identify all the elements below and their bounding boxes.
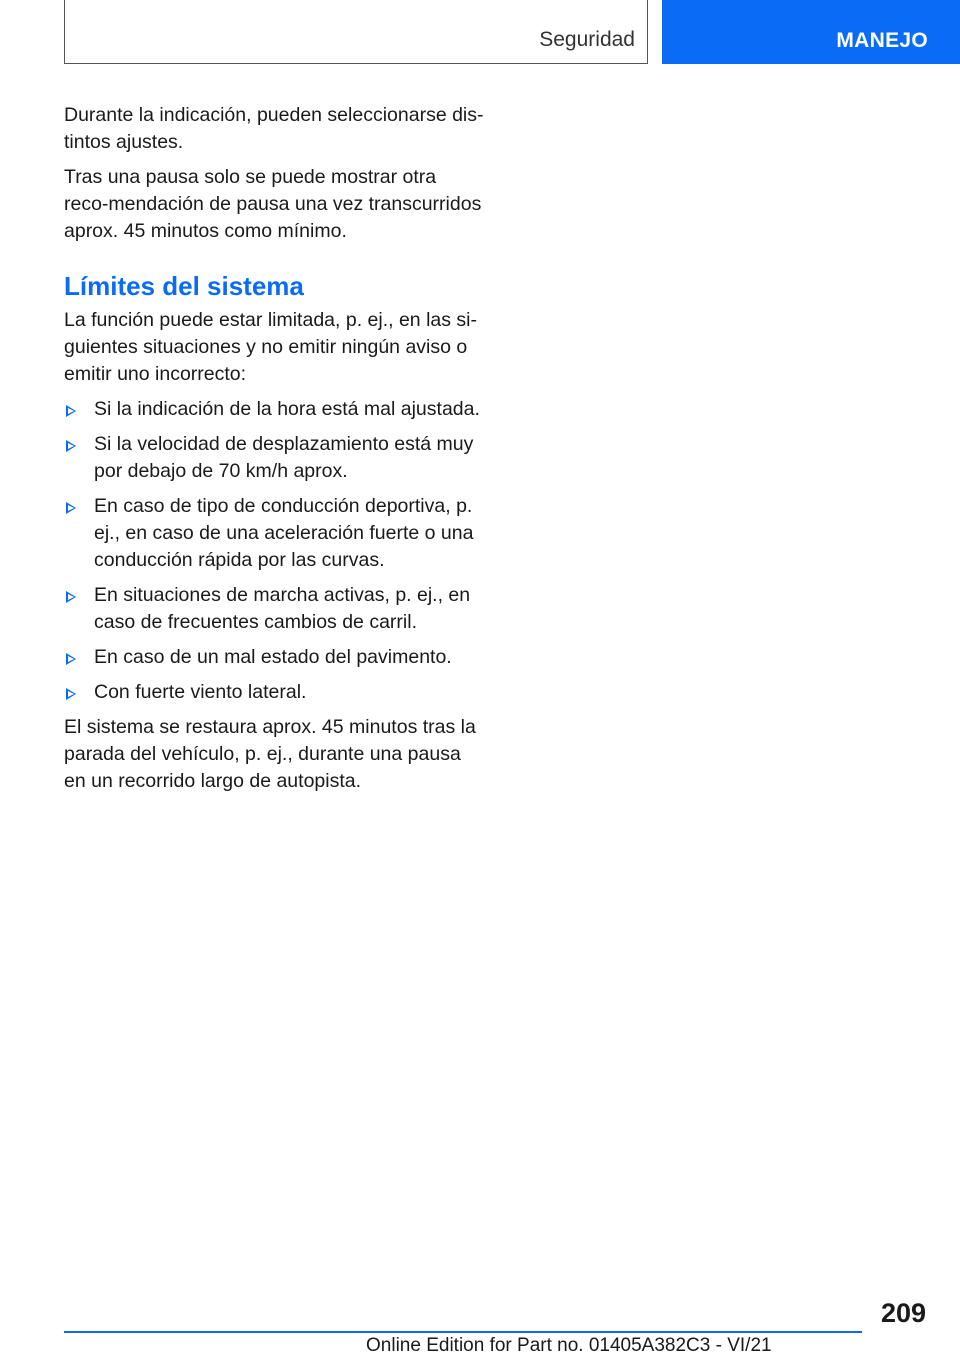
triangle-bullet-icon [66, 440, 76, 452]
triangle-bullet-icon [66, 405, 76, 417]
list-item-text: Con fuerte viento lateral. [94, 681, 307, 703]
chapter-tab [662, 0, 960, 64]
list-item [64, 644, 484, 671]
section-title: Seguridad [539, 28, 635, 51]
triangle-bullet-icon [66, 502, 76, 514]
triangle-bullet-icon [66, 591, 76, 603]
chapter-title: MANEJO [836, 29, 928, 52]
list-item-text: En caso de tipo de conducción deportiva, p. ej., en caso de una aceleración fuerte o una conducción rápida por las curvas. [94, 495, 474, 571]
triangle-bullet-icon [66, 688, 76, 700]
list-item-text: En caso de un mal estado del pavimento. [94, 646, 452, 668]
page-number: 209 [880, 1298, 926, 1328]
page-content [64, 102, 484, 803]
header-section-box [64, 0, 648, 64]
intro-paragraph-2: Tras una pausa solo se puede mostrar otra reco-mendación de pausa una vez transcurridos aprox. 45 minutos como mínimo. [64, 166, 482, 242]
section-heading: Límites del sistema [64, 271, 304, 301]
closing-paragraph: El sistema se restaura aprox. 45 minutos tras la parada del vehículo, p. ej., durante una pausa en un recorrido largo de autopista. [64, 716, 476, 792]
intro-paragraph-1: Durante la indicación, pueden seleccionarse dis-tintos ajustes. [64, 104, 484, 153]
triangle-bullet-icon [66, 653, 76, 665]
list-item [64, 493, 484, 574]
list-item-text: Si la indicación de la hora está mal ajustada. [94, 398, 480, 420]
list-item [64, 431, 484, 485]
lead-paragraph: La función puede estar limitada, p. ej., en las si-guientes situaciones y no emitir ningún aviso o emitir uno incorrecto: [64, 309, 477, 385]
list-item-text: Si la velocidad de desplazamiento está muy por debajo de 70 km/h aprox. [94, 433, 474, 482]
list-item [64, 582, 484, 636]
bullet-list [64, 396, 484, 706]
footer-divider [64, 1331, 862, 1333]
list-item [64, 679, 484, 706]
footer-edition: Online Edition for Part no. 01405A382C3 - VI/21 [366, 1335, 772, 1356]
list-item-text: En situaciones de marcha activas, p. ej., en caso de frecuentes cambios de carril. [94, 584, 471, 633]
list-item [64, 396, 484, 423]
